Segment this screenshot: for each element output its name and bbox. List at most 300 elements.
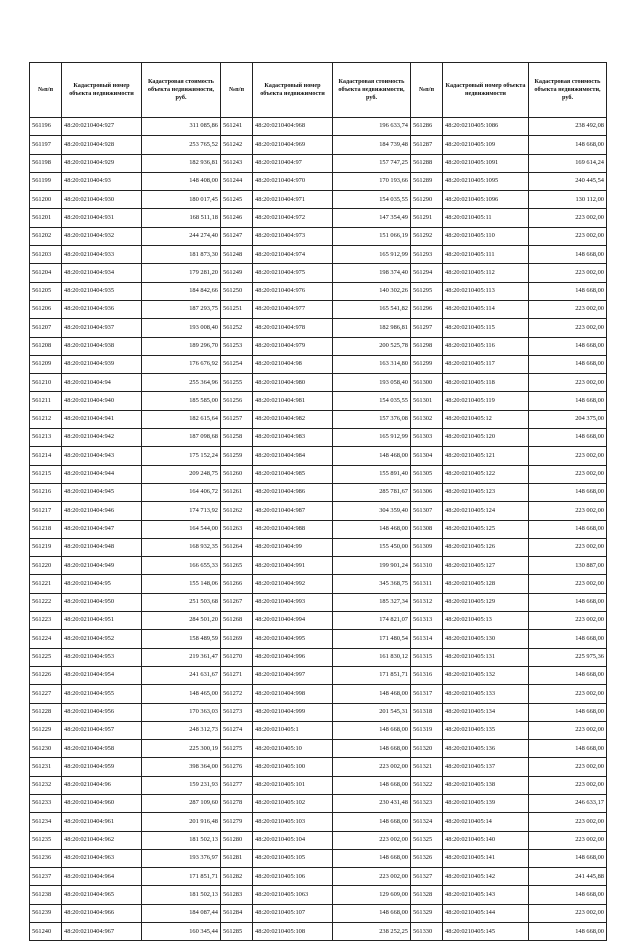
table-row	[30, 813, 221, 831]
header-cadastral-number: Кадастровый номер объекта недвижимости	[62, 63, 142, 118]
cadastral-value: 174 713,92	[142, 502, 221, 520]
row-number: 561288	[411, 154, 443, 172]
cadastral-number: 48:20:0210405:115	[443, 319, 529, 337]
table-row	[30, 557, 221, 575]
table-row	[411, 191, 607, 209]
cadastral-value: 155 450,00	[333, 538, 411, 556]
table-row	[30, 703, 221, 721]
table-row	[30, 392, 221, 410]
cadastral-number: 48:20:0210405:142	[443, 868, 529, 886]
row-number: 561222	[30, 593, 62, 611]
row-number: 561269	[221, 630, 253, 648]
table-row	[221, 758, 411, 776]
row-number: 561312	[411, 593, 443, 611]
row-number: 561196	[30, 118, 62, 136]
table-row	[221, 337, 411, 355]
cadastral-value: 148 668,00	[333, 849, 411, 867]
cadastral-value: 185 327,34	[333, 593, 411, 611]
row-number: 561327	[411, 868, 443, 886]
cadastral-number: 48:20:0210404:950	[62, 593, 142, 611]
cadastral-value: 148 668,00	[333, 740, 411, 758]
table-row	[411, 282, 607, 300]
row-number: 561307	[411, 502, 443, 520]
row-number: 561226	[30, 666, 62, 684]
cadastral-value: 253 765,52	[142, 136, 221, 154]
row-number: 561313	[411, 612, 443, 630]
row-number: 561257	[221, 410, 253, 428]
table-row	[30, 520, 221, 538]
row-number: 561221	[30, 575, 62, 593]
row-number: 561258	[221, 429, 253, 447]
cadastral-number: 48:20:0210404:948	[62, 538, 142, 556]
cadastral-number: 48:20:0210404:94	[62, 374, 142, 392]
cadastral-number: 48:20:0210404:978	[253, 319, 333, 337]
cadastral-number: 48:20:0210405:12	[443, 410, 529, 428]
row-number: 561236	[30, 849, 62, 867]
cadastral-value: 223 002,00	[529, 813, 607, 831]
row-number: 561212	[30, 410, 62, 428]
table-row	[411, 831, 607, 849]
row-number: 561211	[30, 392, 62, 410]
cadastral-value: 148 668,00	[529, 246, 607, 264]
cadastral-number: 48:20:0210404:977	[253, 300, 333, 318]
cadastral-number: 48:20:0210404:991	[253, 557, 333, 575]
cadastral-value: 200 525,78	[333, 337, 411, 355]
cadastral-value: 241 445,88	[529, 868, 607, 886]
cadastral-value: 182 986,81	[333, 319, 411, 337]
cadastral-number: 48:20:0210405:100	[253, 758, 333, 776]
cadastral-number: 48:20:0210405:112	[443, 264, 529, 282]
cadastral-number: 48:20:0210405:132	[443, 666, 529, 684]
cadastral-number: 48:20:0210404:96	[62, 776, 142, 794]
table-row	[30, 776, 221, 794]
cadastral-value: 168 511,18	[142, 209, 221, 227]
row-number: 561219	[30, 538, 62, 556]
row-number: 561225	[30, 648, 62, 666]
header-num: №п/п	[30, 63, 62, 118]
header-num: №п/п	[411, 63, 443, 118]
cadastral-number: 48:20:0210404:99	[253, 538, 333, 556]
table-row	[30, 118, 221, 136]
cadastral-value: 148 668,00	[529, 520, 607, 538]
cadastral-number: 48:20:0210404:956	[62, 703, 142, 721]
row-number: 561304	[411, 447, 443, 465]
cadastral-number: 48:20:0210405:124	[443, 502, 529, 520]
cadastral-value: 184 087,44	[142, 904, 221, 922]
cadastral-value: 155 891,40	[333, 465, 411, 483]
row-number: 561325	[411, 831, 443, 849]
cadastral-value: 171 851,71	[142, 868, 221, 886]
row-number: 561235	[30, 831, 62, 849]
row-number: 561245	[221, 191, 253, 209]
cadastral-number: 48:20:0210405:128	[443, 575, 529, 593]
cadastral-number: 48:20:0210404:954	[62, 666, 142, 684]
cadastral-number: 48:20:0210405:125	[443, 520, 529, 538]
row-number: 561234	[30, 813, 62, 831]
cadastral-number: 48:20:0210404:984	[253, 447, 333, 465]
cadastral-number: 48:20:0210405:131	[443, 648, 529, 666]
table-row	[221, 685, 411, 703]
cadastral-number: 48:20:0210405:134	[443, 703, 529, 721]
cadastral-number: 48:20:0210405:126	[443, 538, 529, 556]
table-row	[30, 923, 221, 941]
cadastral-value: 182 936,81	[142, 154, 221, 172]
cadastral-number: 48:20:0210404:951	[62, 612, 142, 630]
cadastral-value: 161 830,12	[333, 648, 411, 666]
row-number: 561281	[221, 849, 253, 867]
cadastral-value: 148 668,00	[333, 721, 411, 739]
cadastral-number: 48:20:0210404:949	[62, 557, 142, 575]
table-row	[411, 648, 607, 666]
row-number: 561232	[30, 776, 62, 794]
table-row	[411, 868, 607, 886]
row-number: 561256	[221, 392, 253, 410]
cadastral-value: 223 002,00	[529, 575, 607, 593]
row-number: 561298	[411, 337, 443, 355]
row-number: 561264	[221, 538, 253, 556]
cadastral-number: 48:20:0210404:929	[62, 154, 142, 172]
table-row	[411, 923, 607, 941]
cadastral-number: 48:20:0210404:999	[253, 703, 333, 721]
cadastral-number: 48:20:0210405:139	[443, 794, 529, 812]
cadastral-value: 225 975,36	[529, 648, 607, 666]
table-row	[411, 612, 607, 630]
cadastral-number: 48:20:0210405:110	[443, 227, 529, 245]
table-row	[221, 227, 411, 245]
cadastral-number: 48:20:0210404:93	[62, 172, 142, 190]
cadastral-value: 169 614,24	[529, 154, 607, 172]
cadastral-value: 174 821,07	[333, 612, 411, 630]
table-row	[411, 557, 607, 575]
cadastral-value: 165 541,82	[333, 300, 411, 318]
table-row	[221, 410, 411, 428]
cadastral-number: 48:20:0210405:1	[253, 721, 333, 739]
row-number: 561237	[30, 868, 62, 886]
table-row	[411, 483, 607, 501]
cadastral-number: 48:20:0210404:942	[62, 429, 142, 447]
table-row	[221, 575, 411, 593]
row-number: 561197	[30, 136, 62, 154]
cadastral-value: 223 002,00	[333, 868, 411, 886]
cadastral-number: 48:20:0210404:973	[253, 227, 333, 245]
cadastral-number: 48:20:0210404:946	[62, 502, 142, 520]
cadastral-number: 48:20:0210405:108	[253, 923, 333, 941]
header-cadastral-value: Кадастровая стоимость объекта недвижимости, руб.	[142, 63, 221, 118]
table-row	[30, 685, 221, 703]
table-row	[30, 172, 221, 190]
table-row	[221, 465, 411, 483]
cadastral-value: 255 364,96	[142, 374, 221, 392]
row-number: 561293	[411, 246, 443, 264]
cadastral-value: 181 873,30	[142, 246, 221, 264]
table-row	[30, 483, 221, 501]
cadastral-number: 48:20:0210405:120	[443, 429, 529, 447]
row-number: 561295	[411, 282, 443, 300]
row-number: 561309	[411, 538, 443, 556]
cadastral-number: 48:20:0210404:934	[62, 264, 142, 282]
table-row	[30, 264, 221, 282]
row-number: 561243	[221, 154, 253, 172]
cadastral-number: 48:20:0210404:940	[62, 392, 142, 410]
cadastral-value: 223 002,00	[529, 465, 607, 483]
table-row	[411, 886, 607, 904]
row-number: 561302	[411, 410, 443, 428]
header-cadastral-value: Кадастровая стоимость объекта недвижимости, руб.	[333, 63, 411, 118]
row-number: 561261	[221, 483, 253, 501]
table-row	[411, 593, 607, 611]
row-number: 561320	[411, 740, 443, 758]
row-number: 561214	[30, 447, 62, 465]
cadastral-value: 148 668,00	[529, 282, 607, 300]
table-row	[221, 923, 411, 941]
row-number: 561282	[221, 868, 253, 886]
cadastral-value: 209 248,75	[142, 465, 221, 483]
cadastral-number: 48:20:0210405:127	[443, 557, 529, 575]
row-number: 561306	[411, 483, 443, 501]
row-number: 561270	[221, 648, 253, 666]
row-number: 561286	[411, 118, 443, 136]
table-row	[411, 319, 607, 337]
table-row	[30, 136, 221, 154]
cadastral-value: 148 408,00	[142, 172, 221, 190]
table-row	[30, 502, 221, 520]
table-row	[30, 429, 221, 447]
table-row	[221, 593, 411, 611]
table-row	[411, 118, 607, 136]
row-number: 561262	[221, 502, 253, 520]
cadastral-value: 398 364,00	[142, 758, 221, 776]
row-number: 561272	[221, 685, 253, 703]
cadastral-number: 48:20:0210404:930	[62, 191, 142, 209]
table-row	[30, 410, 221, 428]
table-row	[411, 666, 607, 684]
row-number: 561317	[411, 685, 443, 703]
table-row	[411, 136, 607, 154]
cadastral-value: 160 345,44	[142, 923, 221, 941]
cadastral-number: 48:20:0210405:114	[443, 300, 529, 318]
cadastral-value: 147 354,49	[333, 209, 411, 227]
cadastral-number: 48:20:0210404:945	[62, 483, 142, 501]
table-row	[411, 465, 607, 483]
cadastral-value: 311 085,86	[142, 118, 221, 136]
row-number: 561259	[221, 447, 253, 465]
row-number: 561274	[221, 721, 253, 739]
table-row	[411, 904, 607, 922]
table-row	[221, 849, 411, 867]
cadastral-number: 48:20:0210405:1096	[443, 191, 529, 209]
cadastral-value: 148 668,00	[333, 776, 411, 794]
table-row	[221, 868, 411, 886]
row-number: 561217	[30, 502, 62, 520]
cadastral-number: 48:20:0210405:102	[253, 794, 333, 812]
cadastral-number: 48:20:0210404:969	[253, 136, 333, 154]
cadastral-value: 171 851,71	[333, 666, 411, 684]
cadastral-value: 248 312,73	[142, 721, 221, 739]
table-row	[221, 721, 411, 739]
cadastral-value: 187 293,75	[142, 300, 221, 318]
row-number: 561246	[221, 209, 253, 227]
cadastral-value: 148 668,00	[333, 904, 411, 922]
table-row	[411, 300, 607, 318]
table-row	[411, 502, 607, 520]
cadastral-value: 223 002,00	[529, 831, 607, 849]
cadastral-number: 48:20:0210404:932	[62, 227, 142, 245]
table-row	[411, 209, 607, 227]
cadastral-value: 285 781,67	[333, 483, 411, 501]
cadastral-value: 184 842,66	[142, 282, 221, 300]
header-num: №п/п	[221, 63, 253, 118]
cadastral-value: 241 631,67	[142, 666, 221, 684]
row-number: 561230	[30, 740, 62, 758]
cadastral-value: 238 252,25	[333, 923, 411, 941]
cadastral-number: 48:20:0210404:947	[62, 520, 142, 538]
cadastral-value: 238 492,08	[529, 118, 607, 136]
cadastral-number: 48:20:0210404:974	[253, 246, 333, 264]
table-row	[411, 429, 607, 447]
cadastral-value: 196 633,74	[333, 118, 411, 136]
cadastral-value: 223 002,00	[529, 758, 607, 776]
table-row	[411, 227, 607, 245]
cadastral-number: 48:20:0210404:970	[253, 172, 333, 190]
cadastral-value: 198 374,40	[333, 264, 411, 282]
row-number: 561247	[221, 227, 253, 245]
row-number: 561231	[30, 758, 62, 776]
cadastral-table-1	[29, 62, 221, 941]
row-number: 561208	[30, 337, 62, 355]
table-row	[411, 740, 607, 758]
cadastral-number: 48:20:0210404:957	[62, 721, 142, 739]
table-row	[30, 227, 221, 245]
cadastral-number: 48:20:0210405:137	[443, 758, 529, 776]
table-row	[221, 209, 411, 227]
table-row	[221, 886, 411, 904]
table-row	[30, 191, 221, 209]
table-row	[411, 246, 607, 264]
cadastral-number: 48:20:0210404:971	[253, 191, 333, 209]
row-number: 561203	[30, 246, 62, 264]
cadastral-value: 176 676,92	[142, 355, 221, 373]
row-number: 561254	[221, 355, 253, 373]
cadastral-number: 48:20:0210404:996	[253, 648, 333, 666]
cadastral-number: 48:20:0210405:140	[443, 831, 529, 849]
row-number: 561296	[411, 300, 443, 318]
row-number: 561283	[221, 886, 253, 904]
table-row	[411, 154, 607, 172]
cadastral-value: 148 468,00	[333, 685, 411, 703]
cadastral-number: 48:20:0210405:138	[443, 776, 529, 794]
cadastral-number: 48:20:0210405:133	[443, 685, 529, 703]
cadastral-number: 48:20:0210405:143	[443, 886, 529, 904]
cadastral-value: 223 002,00	[529, 612, 607, 630]
cadastral-value: 148 668,00	[529, 355, 607, 373]
cadastral-number: 48:20:0210404:995	[253, 630, 333, 648]
cadastral-value: 155 148,06	[142, 575, 221, 593]
table-row	[221, 831, 411, 849]
row-number: 561252	[221, 319, 253, 337]
cadastral-value: 157 747,25	[333, 154, 411, 172]
table-row	[221, 429, 411, 447]
row-number: 561241	[221, 118, 253, 136]
cadastral-value: 148 668,00	[529, 923, 607, 941]
row-number: 561209	[30, 355, 62, 373]
cadastral-number: 48:20:0210405:123	[443, 483, 529, 501]
cadastral-value: 165 912,99	[333, 246, 411, 264]
table-row	[30, 355, 221, 373]
row-number: 561244	[221, 172, 253, 190]
row-number: 561263	[221, 520, 253, 538]
cadastral-number: 48:20:0210405:121	[443, 447, 529, 465]
cadastral-value: 199 901,24	[333, 557, 411, 575]
cadastral-value: 189 296,70	[142, 337, 221, 355]
row-number: 561207	[30, 319, 62, 337]
table-row	[30, 447, 221, 465]
cadastral-number: 48:20:0210405:130	[443, 630, 529, 648]
cadastral-value: 304 359,40	[333, 502, 411, 520]
cadastral-number: 48:20:0210404:955	[62, 685, 142, 703]
cadastral-number: 48:20:0210404:937	[62, 319, 142, 337]
table-row	[221, 703, 411, 721]
cadastral-value: 148 668,00	[529, 666, 607, 684]
row-number: 561328	[411, 886, 443, 904]
table-row	[221, 904, 411, 922]
cadastral-value: 165 912,99	[333, 429, 411, 447]
cadastral-value: 181 502,13	[142, 886, 221, 904]
table-row	[30, 849, 221, 867]
row-number: 561303	[411, 429, 443, 447]
cadastral-number: 48:20:0210404:941	[62, 410, 142, 428]
row-number: 561299	[411, 355, 443, 373]
cadastral-value: 223 002,00	[529, 538, 607, 556]
cadastral-value: 184 739,48	[333, 136, 411, 154]
cadastral-number: 48:20:0210404:97	[253, 154, 333, 172]
table-row	[30, 886, 221, 904]
cadastral-value: 164 406,72	[142, 483, 221, 501]
cadastral-value: 223 002,00	[529, 374, 607, 392]
table-row	[30, 648, 221, 666]
cadastral-number: 48:20:0210404:985	[253, 465, 333, 483]
cadastral-number: 48:20:0210405:104	[253, 831, 333, 849]
table-row	[30, 374, 221, 392]
cadastral-number: 48:20:0210405:11	[443, 209, 529, 227]
row-number: 561271	[221, 666, 253, 684]
table-row	[30, 465, 221, 483]
cadastral-value: 223 002,00	[529, 447, 607, 465]
table-row	[221, 520, 411, 538]
cadastral-value: 148 668,00	[529, 630, 607, 648]
cadastral-number: 48:20:0210404:962	[62, 831, 142, 849]
row-number: 561285	[221, 923, 253, 941]
cadastral-value: 175 152,24	[142, 447, 221, 465]
row-number: 561250	[221, 282, 253, 300]
row-number: 561311	[411, 575, 443, 593]
row-number: 561301	[411, 392, 443, 410]
cadastral-number: 48:20:0210405:1095	[443, 172, 529, 190]
cadastral-number: 48:20:0210405:105	[253, 849, 333, 867]
row-number: 561273	[221, 703, 253, 721]
row-number: 561323	[411, 794, 443, 812]
cadastral-number: 48:20:0210404:961	[62, 813, 142, 831]
cadastral-number: 48:20:0210404:993	[253, 593, 333, 611]
row-number: 561290	[411, 191, 443, 209]
cadastral-number: 48:20:0210405:1086	[443, 118, 529, 136]
table-row	[411, 849, 607, 867]
table-row	[221, 172, 411, 190]
table-row	[411, 703, 607, 721]
cadastral-value: 223 002,00	[333, 758, 411, 776]
cadastral-number: 48:20:0210404:928	[62, 136, 142, 154]
cadastral-number: 48:20:0210404:936	[62, 300, 142, 318]
cadastral-value: 223 002,00	[529, 227, 607, 245]
